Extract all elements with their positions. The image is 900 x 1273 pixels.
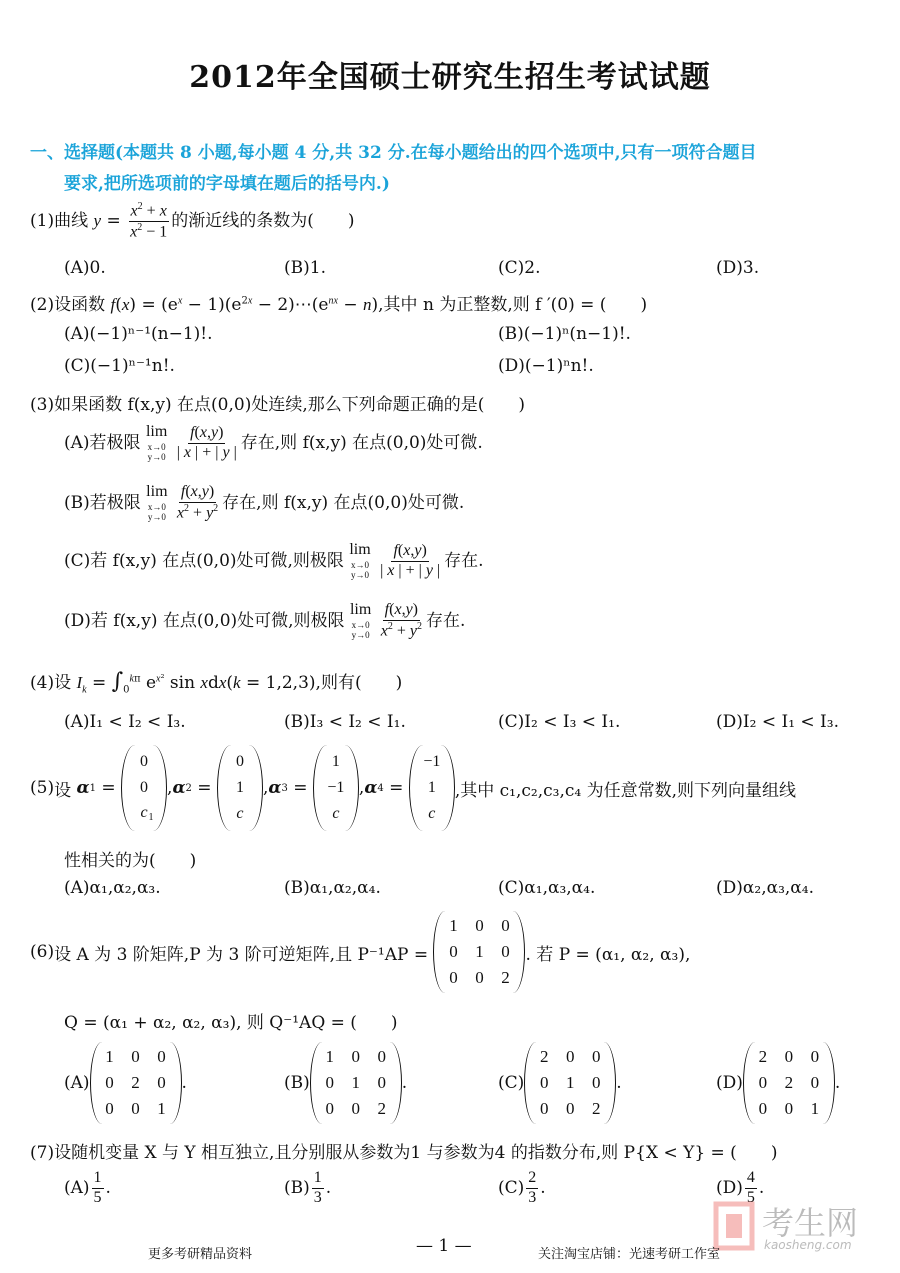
q5-option-c: (C)α₁,α₃,α₄. [498, 878, 596, 898]
question-6: (6) 设 A 为 3 阶矩阵,P 为 3 阶可逆矩阵,且 P⁻¹AP = 1 0 0 0 1 0 0 0 2 . 若 P = (α₁, α₂, α₃), [30, 908, 690, 996]
vector-alpha-4: −1 1 c [409, 745, 455, 831]
watermark-logo [712, 1198, 887, 1263]
q3-option-b: (B)若极限 lim x→0 y→0 $\frac{f(x,y)}{x^2 + y^2}$ 存在,则 f(x,y) 在点(0,0)处可微. [64, 483, 465, 523]
vector-alpha-2: 0 1 c [217, 745, 263, 831]
q2-option-b: (B)(−1)ⁿ(n−1)!. [498, 324, 631, 344]
section-heading-cont: 要求,把所选项前的字母填在题后的括号内.) [64, 174, 390, 194]
q6-option-a: (A) 1 0 0 0 2 0 0 0 1 . [64, 1038, 187, 1128]
watermark-url: kaosheng.com [764, 1238, 852, 1252]
watermark-text: 考生网 [762, 1204, 859, 1242]
q6-line2: Q = (α₁ + α₂, α₂, α₃), 则 Q⁻¹AQ = ( ) [64, 1013, 398, 1033]
q4-option-a: (A)I₁ < I₂ < I₃. [64, 712, 186, 732]
q1-option-a: (A)0. [64, 258, 106, 278]
q4-option-d: (D)I₂ < I₁ < I₃. [716, 712, 839, 732]
page-number: — 1 — [416, 1236, 472, 1256]
question-1: (1)曲线 y = $\frac{x^2 + x}{x^2 - 1}$ 的渐近线的条数为( ) [30, 201, 355, 241]
q5-cont: 性相关的为( ) [64, 851, 197, 871]
footer-right: 关注淘宝店铺：光速考研工作室 [538, 1247, 721, 1262]
question-4: (4)设 $I_k = \int_0^{k\pi}$ $e^{x^2}$ sin xdx(k = 1,2,3),则有( ) [30, 669, 403, 696]
q4-option-c: (C)I₂ < I₃ < I₁. [498, 712, 621, 732]
footer-left: 更多考研精品资料 [148, 1247, 253, 1262]
question-5: (5) 设 α 1 = 0 0 c $_1$ , α 2 = 0 1 c , α 3 = 1 −1 c , α 4 = −1 1 c ,其中 c₁,c₂,c₃,c₄ 为任意常数,则下列向量组线 [30, 742, 796, 834]
matrix-diag: 1 0 0 0 1 0 0 0 2 [433, 911, 525, 993]
q7-option-d: (D) $\frac{4}{5}$ . [716, 1169, 765, 1206]
q6-option-d: (D) 2 0 0 0 2 0 0 0 1 . [716, 1038, 840, 1128]
vector-alpha-1: 0 0 c $_1$ [121, 745, 167, 831]
q3-option-c: (C)若 f(x,y) 在点(0,0)处可微,则极限 lim x→0 y→0 $\frac{f(x,y)}{| x | + | y |}$ 存在. [64, 541, 484, 581]
q6-option-c: (C) 2 0 0 0 1 0 0 0 2 . [498, 1038, 622, 1128]
page-title: 2012年全国硕士研究生招生考试试题 [189, 60, 711, 95]
q2-option-d: (D)(−1)ⁿn!. [498, 356, 594, 376]
question-7: (7)设随机变量 X 与 Y 相互独立,且分别服从参数为1 与参数为4 的指数分布,则 P{X < Y} = ( ) [30, 1143, 778, 1163]
q5-option-b: (B)α₁,α₂,α₄. [284, 878, 381, 898]
q3-option-a: (A)若极限 lim x→0 y→0 $\frac{f(x,y)}{| x | + | y |}$ 存在,则 f(x,y) 在点(0,0)处可微. [64, 423, 483, 463]
fraction: $\frac{x^2 + x}{x^2 - 1}$ [130, 201, 168, 241]
vector-alpha-3: 1 −1 c [313, 745, 359, 831]
q2-option-c: (C)(−1)ⁿ⁻¹n!. [64, 356, 175, 376]
q5-option-a: (A)α₁,α₂,α₃. [64, 878, 161, 898]
q5-option-d: (D)α₂,α₃,α₄. [716, 878, 814, 898]
section-heading: 一、选择题(本题共 8 小题,每小题 4 分,共 32 分.在每小题给出的四个选项中,只有一项符合题目 [30, 143, 757, 163]
q1-option-d: (D)3. [716, 258, 760, 278]
q2-option-a: (A)(−1)ⁿ⁻¹(n−1)!. [64, 324, 213, 344]
q7-option-c: (C) $\frac{2}{3}$ . [498, 1169, 546, 1206]
q3-option-d: (D)若 f(x,y) 在点(0,0)处可微,则极限 lim x→0 y→0 $\frac{f(x,y)}{x^2 + y^2}$ 存在. [64, 601, 466, 641]
question-2: (2)设函数 $f(x) = (e^x - 1)(e^{2x}$ − $2)\cdots(e^{nx} - n)$,其中 n 为正整数,则 f ′(0) = ( ) [30, 295, 648, 315]
q6-option-b: (B) 1 0 0 0 1 0 0 0 2 . [284, 1038, 407, 1128]
question-3: (3)如果函数 f(x,y) 在点(0,0)处连续,那么下列命题正确的是( ) [30, 395, 526, 415]
q1-option-c: (C)2. [498, 258, 541, 278]
q1-option-b: (B)1. [284, 258, 326, 278]
q7-option-a: (A) $\frac{1}{5}$ . [64, 1169, 111, 1206]
q7-option-b: (B) $\frac{1}{3}$ . [284, 1169, 332, 1206]
q4-option-b: (B)I₃ < I₂ < I₁. [284, 712, 406, 732]
